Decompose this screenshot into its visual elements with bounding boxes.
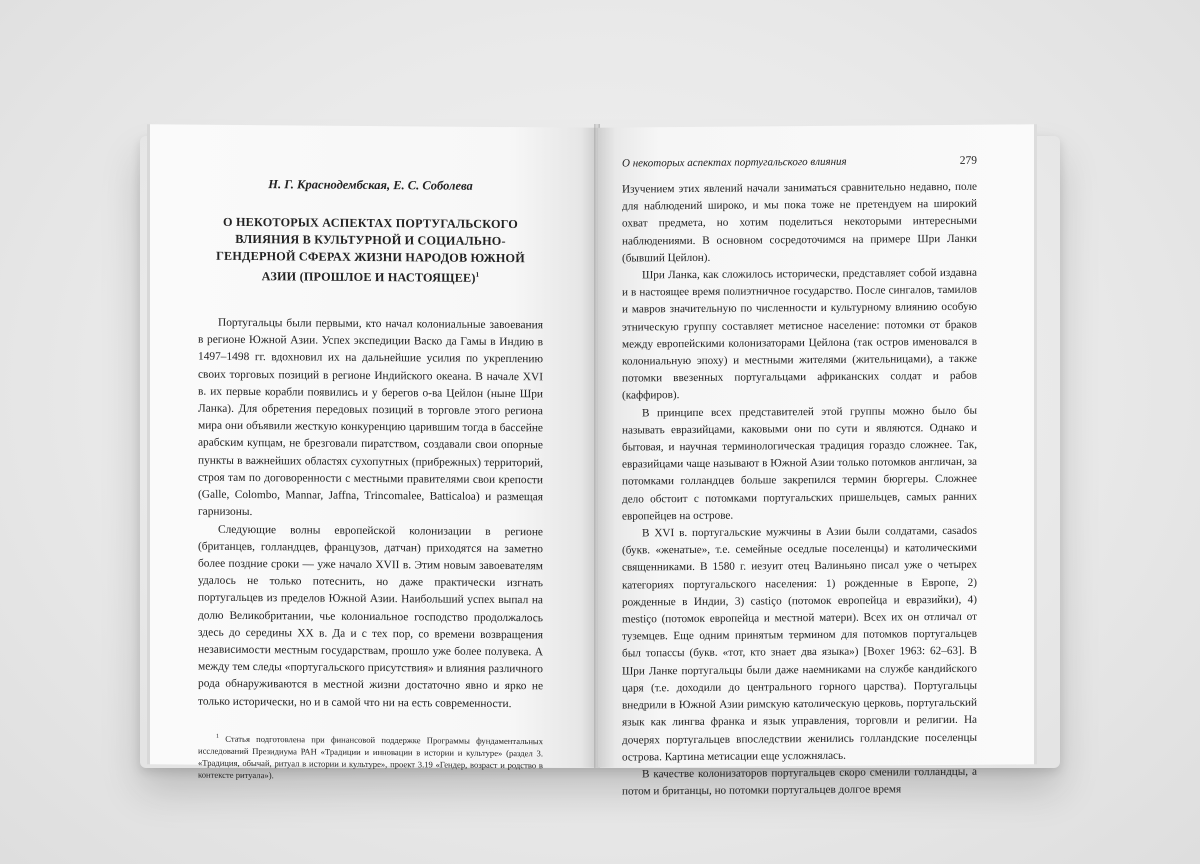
body-paragraph: Изучением этих явлений начали заниматься сравнительно недавно, поле для наблюдений широко, и мы пока тоже не претендуем на широкий охват предмета, но хотим поделиться некоторыми интересными наблюдениями. В основном сосредоточимся на примере Шри Ланки (бывший Цейлон). <box>622 180 977 265</box>
left-page-content <box>198 177 543 783</box>
left-page <box>147 124 599 780</box>
page-number: 279 <box>959 154 977 167</box>
running-head-title: О некоторых аспектах португальского влияния <box>622 155 847 170</box>
footnote-text: Статья подготовлена при финансовой поддержке Программы фундаментальных исследований Президиума РАН «Традиции и инновации в истории и культуре» (раздел 3. «Традиция, обычай, ритуал в истории и культуре», проект 3.19 «Гендер, возраст и родство в контексте ритуала»). <box>198 733 543 780</box>
body-paragraph: Следующие волны европейской колонизации в регионе (британцев, голландцев, французов, датчан) приходятся на заметно более поздние сроки — уже начало XVII в. Этим новым завоевателям удалось не только потеснить, но даже практически изгнать португальцев из пределов Южной Азии. Наибольший успех выпал на долю Великобритании, чье колониальное господство продолжалось здесь до середины XX в. Да и с тех пор, со времени возвращения независимости местным государствам, прошло уже более полувека. А между тем следы «португальского присутствия» и влияния различного рода обнаруживаются в местной жизни достаточно явно и ярко не только исторически, но и в самой что ни на есть современности. <box>198 523 543 710</box>
body-paragraph: Шри Ланка, как сложилось исторически, представляет собой издавна и в настоящее время полиэтничное государство. После сингалов, тамилов и мавров значительную по численности и культурному влиянию особую этническую группу составляет метисное население: потомки от браков между европейскими колонизаторами Цейлона (так остров именовался в колониальную эпоху) и местными жителями (жительницами), а также потомки ввезенных португальцами африканских солдат и рабов (каффиров). <box>622 266 977 402</box>
body-paragraph: В XVI в. португальские мужчины в Азии были солдатами, casados (букв. «женатые», т.е. семейные оседлые поселенцы) и католическими священниками. В 1580 г. иезуит отец Валиньяно писал уже о четырех категориях португальского населения: 1) рожденные в Европе, 2) рожденные в Индии, 3) castiço (потомок европейца и евразийки), 4) mestiço (потомок европейца и местной матери). Всех их он отличал от туземцев. Еще одним принятым термином для потомков португальцев был топассы (букв. «тот, кто знает два языка») [Boxer 1963: 62–63]. В Шри Ланке португальцы были даже наемниками на службе кандийского царя (т.е. доходили до центрального горного царства). Португальцы внедрили в Южной Азии римскую католическую церковь, португальский язык как лингва франка и язык управления, торговли и религии. На дочерях португальцев впоследствии женились голландские поселенцы острова. Картина метисации еще усложнялась. <box>622 524 977 764</box>
running-head <box>622 155 977 170</box>
title-footnote-mark: 1 <box>475 270 480 279</box>
footnote <box>198 730 543 783</box>
body-paragraph: В принципе всех представителей этой группы можно было бы называть евразийцами, каковыми они по сути и являются. Однако и бытовая, и научная терминологическая традиция гораздо сложнее. Так, евразийцами чаще называют в Южной Азии только потомков англичан, за потомками голландцев больше закрепился термин бюргеры. Сложнее дело обстоит с потомками португальских пришельцев, самых ранних европейцев на острове. <box>622 404 977 523</box>
right-page <box>598 124 1037 798</box>
article-authors: Н. Г. Краснодембская, Е. С. Соболева <box>268 177 473 193</box>
article-title <box>198 214 543 288</box>
footnote-mark: 1 <box>216 733 219 740</box>
article-title-text: О НЕКОТОРЫХ АСПЕКТАХ ПОРТУГАЛЬСКОГО ВЛИЯНИЯ В КУЛЬТУРНОЙ И СОЦИАЛЬНО-ГЕНДЕРНОЙ СФЕРАХ ЖИЗНИ НАРОДОВ ЮЖНОЙ АЗИИ (ПРОШЛОЕ И НАСТОЯЩЕЕ) <box>216 214 525 285</box>
body-paragraph: Португальцы были первыми, кто начал колониальные завоевания в регионе Южной Азии. Успех экспедиции Васко да Гамы в Индию в 1497–1498 гг. вдохновил их на дальнейшие усилия по укреплению своих торговых позиций в регионе Индийского океана. В начале XVI в. их первые корабли появились и у берегов о-ва Цейлон (ныне Шри Ланка). Для обретения передовых позиций в торговле этого региона мира они объявили жесткую конкуренцию царившим тогда в бассейне арабским купцам, не брезговали пиратством, создавали свои опорные пункты в важнейших областях сухопутных (прибрежных) территорий, строя там по договоренности с местными правителями свои крепости (Galle, Colombo, Mannar, Jaffna, Trincomalee, Batticaloa) и размещая гарнизоны. <box>198 316 543 519</box>
right-page-content <box>622 155 977 801</box>
body-paragraph: В качестве колонизаторов португальцев скоро сменили голландцы, а потом и британцы, но потомки португальцев долгое время <box>622 765 977 798</box>
